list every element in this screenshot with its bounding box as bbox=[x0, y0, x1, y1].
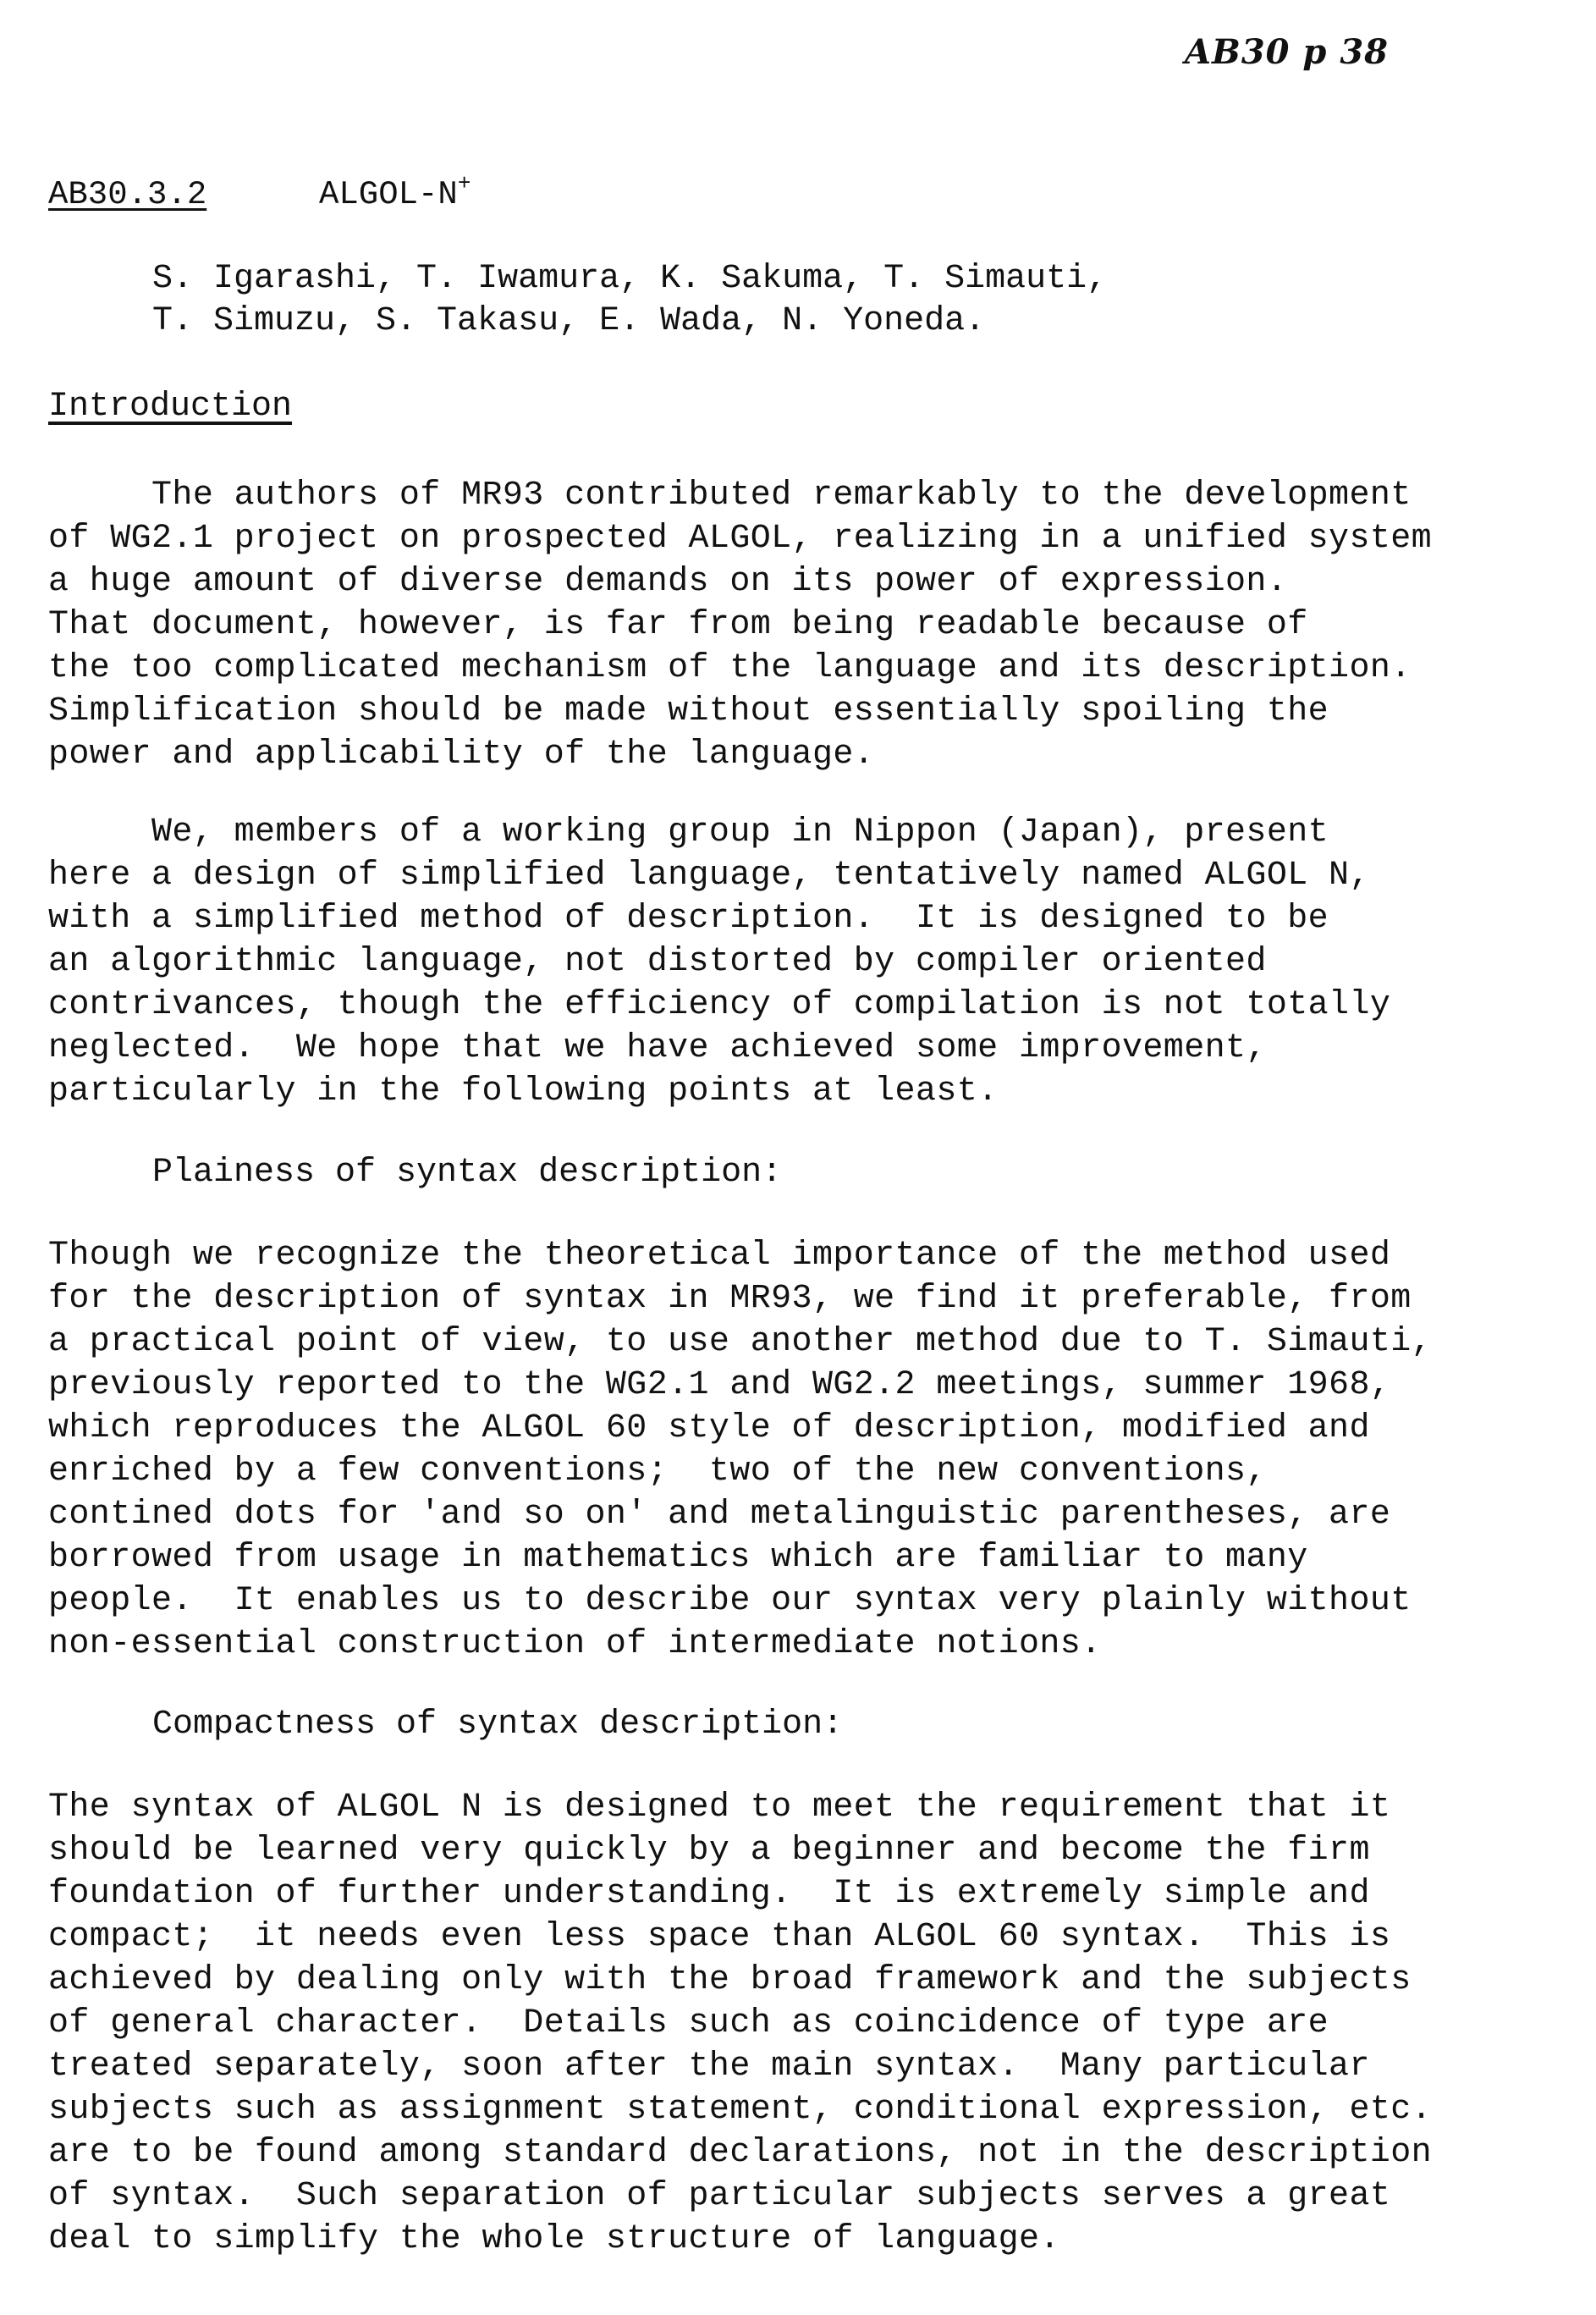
author-line-2: T. Simuzu, S. Takasu, E. Wada, N. Yoneda. bbox=[152, 302, 986, 340]
paragraph-3: Though we recognize the theoretical importance of the method used for the description of syntax in MR93, we find it preferable, from a practical point of view, to use another method due to T. Simauti, previously reported to the WG2.1 and WG2.2 meetings, summer 1968, which reproduces the ALGOL 60 style of description, modified and enriched by a few conventions; two of the new conventions, contined dots for 'and so on' and metalinguistic parentheses, are borrowed from usage in mathematics which are familiar to many people. It enables us to describe our syntax very plainly without non-essential construction of intermediate notions. bbox=[48, 1237, 1433, 1663]
subheading-compactness: Compactness of syntax description: bbox=[152, 1706, 844, 1744]
introduction-heading: Introduction bbox=[48, 388, 293, 426]
paragraph-4: The syntax of ALGOL N is designed to meet the requirement that it should be learned very quickly by a beginner and become the firm foundation of further understanding. It is extremely simple and compact; it needs even less space than ALGOL 60 syntax. This is achieved by dealing only with the broad framework and the subjects of general character. Details such as coincidence of type are treated separately, soon after the main syntax. Many particular subjects such as assignment statement, conditional expression, etc. are to be found among standard declarations, not in the description of syntax. Such separation of particular subjects serves a great deal to simplify the whole structure of language. bbox=[48, 1789, 1433, 2258]
author-line-1: S. Igarashi, T. Iwamura, K. Sakuma, T. Simauti, bbox=[152, 260, 1108, 298]
paragraph-1: The authors of MR93 contributed remarkably to the development of WG2.1 project on prospected ALGOL, realizing in a unified system a huge amount of diverse demands on its power of expression. That document, however, is far from being readable because of the too complicated mechanism of the language and its description. Simplification should be made without essentially spoiling the power and applicability of the language. bbox=[48, 477, 1433, 774]
paragraph-2: We, members of a working group in Nippon (Japan), present here a design of simplified language, tentatively named ALGOL N, with a simplified method of description. It is designed to be an algorithmic language, not distorted by compiler oriented contrivances, though the efficiency of compilation is not totally neglected. We hope that we have achieved some improvement, particularly in the following points at least. bbox=[48, 813, 1391, 1111]
author-list bbox=[152, 258, 1107, 343]
document-title bbox=[319, 171, 471, 213]
title-footnote-mark: + bbox=[457, 171, 471, 196]
document-title-text: ALGOL-N bbox=[319, 176, 458, 213]
page-reference: AB30 p 38 bbox=[1185, 32, 1389, 72]
section-heading bbox=[48, 171, 471, 213]
section-number: AB30.3.2 bbox=[48, 176, 207, 213]
subheading-plainess: Plainess of syntax description: bbox=[152, 1154, 783, 1192]
